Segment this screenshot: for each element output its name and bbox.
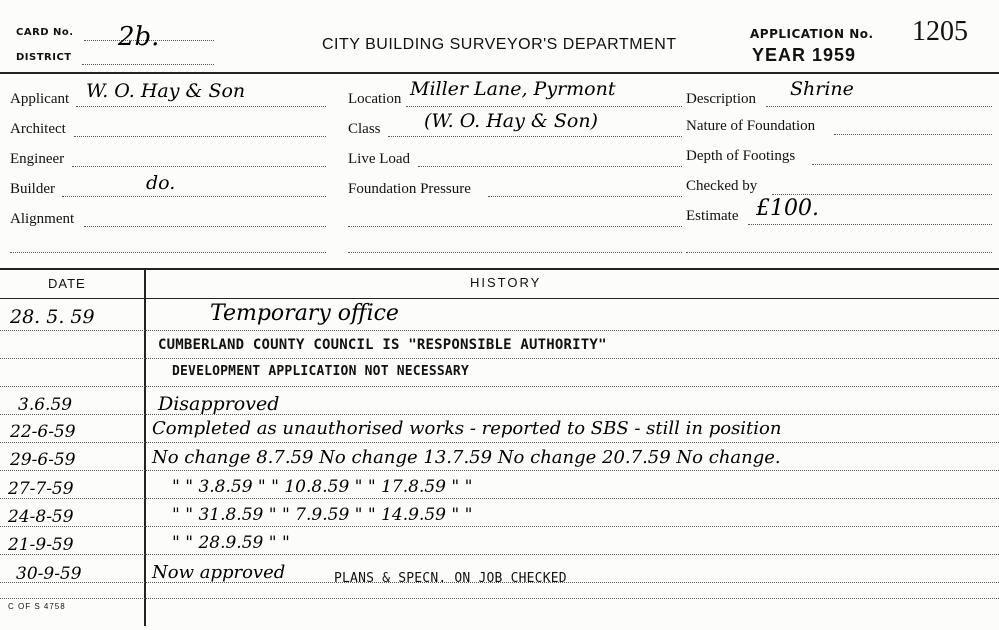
department-title: CITY BUILDING SURVEYOR'S DEPARTMENT [322,36,677,53]
history-entry-typed: CUMBERLAND COUNTY COUNCIL IS "RESPONSIBLE AUTHORITY" [158,337,607,353]
history-header: HISTORY [470,275,542,290]
history-entry-typed: PLANS & SPECN. ON JOB CHECKED [334,571,567,586]
location-label: Location [348,91,402,107]
header-divider [0,72,999,74]
history-entry: Completed as unauthorised works - reported to SBS - still in position [152,418,782,439]
description-line [766,106,992,107]
row-rule-4 [0,442,999,443]
estimate-label: Estimate [686,208,739,224]
live-load-label: Live Load [348,151,411,167]
history-date: 3.6.59 [18,395,73,415]
architect-label: Architect [10,121,66,137]
alignment-label: Alignment [10,211,75,227]
location-value: Miller Lane, Pyrmont [410,78,616,100]
history-entry: No change 8.7.59 No change 13.7.59 No change 20.7.59 No change. [152,447,781,468]
form-code: C OF S 4758 [8,602,66,611]
year-label: YEAR 1959 [752,45,857,65]
history-entry: Disapproved [158,393,280,415]
engineer-label: Engineer [10,151,65,167]
history-date: 28. 5. 59 [10,306,95,328]
history-entry-typed: DEVELOPMENT APPLICATION NOT NECESSARY [172,364,469,379]
foundation-pressure-label: Foundation Pressure [348,181,471,197]
class-line [388,136,682,137]
nature-of-foundation-label: Nature of Foundation [686,118,816,134]
history-top-divider [0,268,999,270]
architect-line [74,136,326,137]
description-value: Shrine [790,78,854,100]
checked-by-label: Checked by [686,178,758,194]
blank-line-1 [10,252,326,253]
history-date: 21-9-59 [8,535,74,555]
history-date: 24-8-59 [8,507,74,527]
blank-line-4 [686,252,992,253]
blank-line-3 [348,252,682,253]
card-no-value: 2b. [118,22,160,52]
date-header: DATE [48,276,86,291]
live-load-line [418,166,682,167]
engineer-line [72,166,326,167]
builder-line [62,196,326,197]
applicant-value: W. O. Hay & Son [86,80,246,102]
class-label: Class [348,121,381,137]
district-label: DISTRICT [16,52,72,63]
history-entry: Now approved [152,562,286,583]
history-header-divider [0,298,999,299]
history-date: 29-6-59 [10,450,76,470]
card-no-label: CARD No. [16,27,74,38]
history-entry: Temporary office [210,301,399,326]
alignment-line [84,226,326,227]
row-rule-8 [0,554,999,555]
history-entry: " " 31.8.59 " " 7.9.59 " " 14.9.59 " " [172,505,473,525]
row-rule-1 [0,358,999,359]
depth-of-footings-label: Depth of Footings [686,148,796,164]
date-column-divider [144,268,146,626]
nature-of-foundation-line [834,134,992,135]
depth-of-footings-line [812,164,992,165]
location-line [406,106,682,107]
row-rule-2 [0,386,999,387]
row-rule-0 [0,330,999,331]
builder-label: Builder [10,181,55,197]
row-rule-7 [0,526,999,527]
history-entry: " " 28.9.59 " " [172,533,290,553]
row-rule-5 [0,470,999,471]
row-rule-6 [0,498,999,499]
estimate-value: £100. [756,196,819,221]
estimate-line [748,224,992,225]
blank-line-2 [348,226,682,227]
applicant-label: Applicant [10,91,70,107]
row-rule-3 [0,414,999,415]
application-number: 1205 [912,16,968,47]
history-date: 30-9-59 [16,564,82,584]
history-entry: " " 3.8.59 " " 10.8.59 " " 17.8.59 " " [172,477,473,497]
application-label: APPLICATION No. [750,27,874,41]
builder-value: do. [146,172,176,194]
checked-by-line [772,194,992,195]
description-label: Description [686,91,756,107]
class-value: (W. O. Hay & Son) [424,110,598,132]
district-line [82,64,214,65]
foundation-pressure-line [488,196,682,197]
applicant-line [76,106,326,107]
history-date: 22-6-59 [10,422,76,442]
history-date: 27-7-59 [8,479,74,499]
row-rule-10 [0,598,999,599]
